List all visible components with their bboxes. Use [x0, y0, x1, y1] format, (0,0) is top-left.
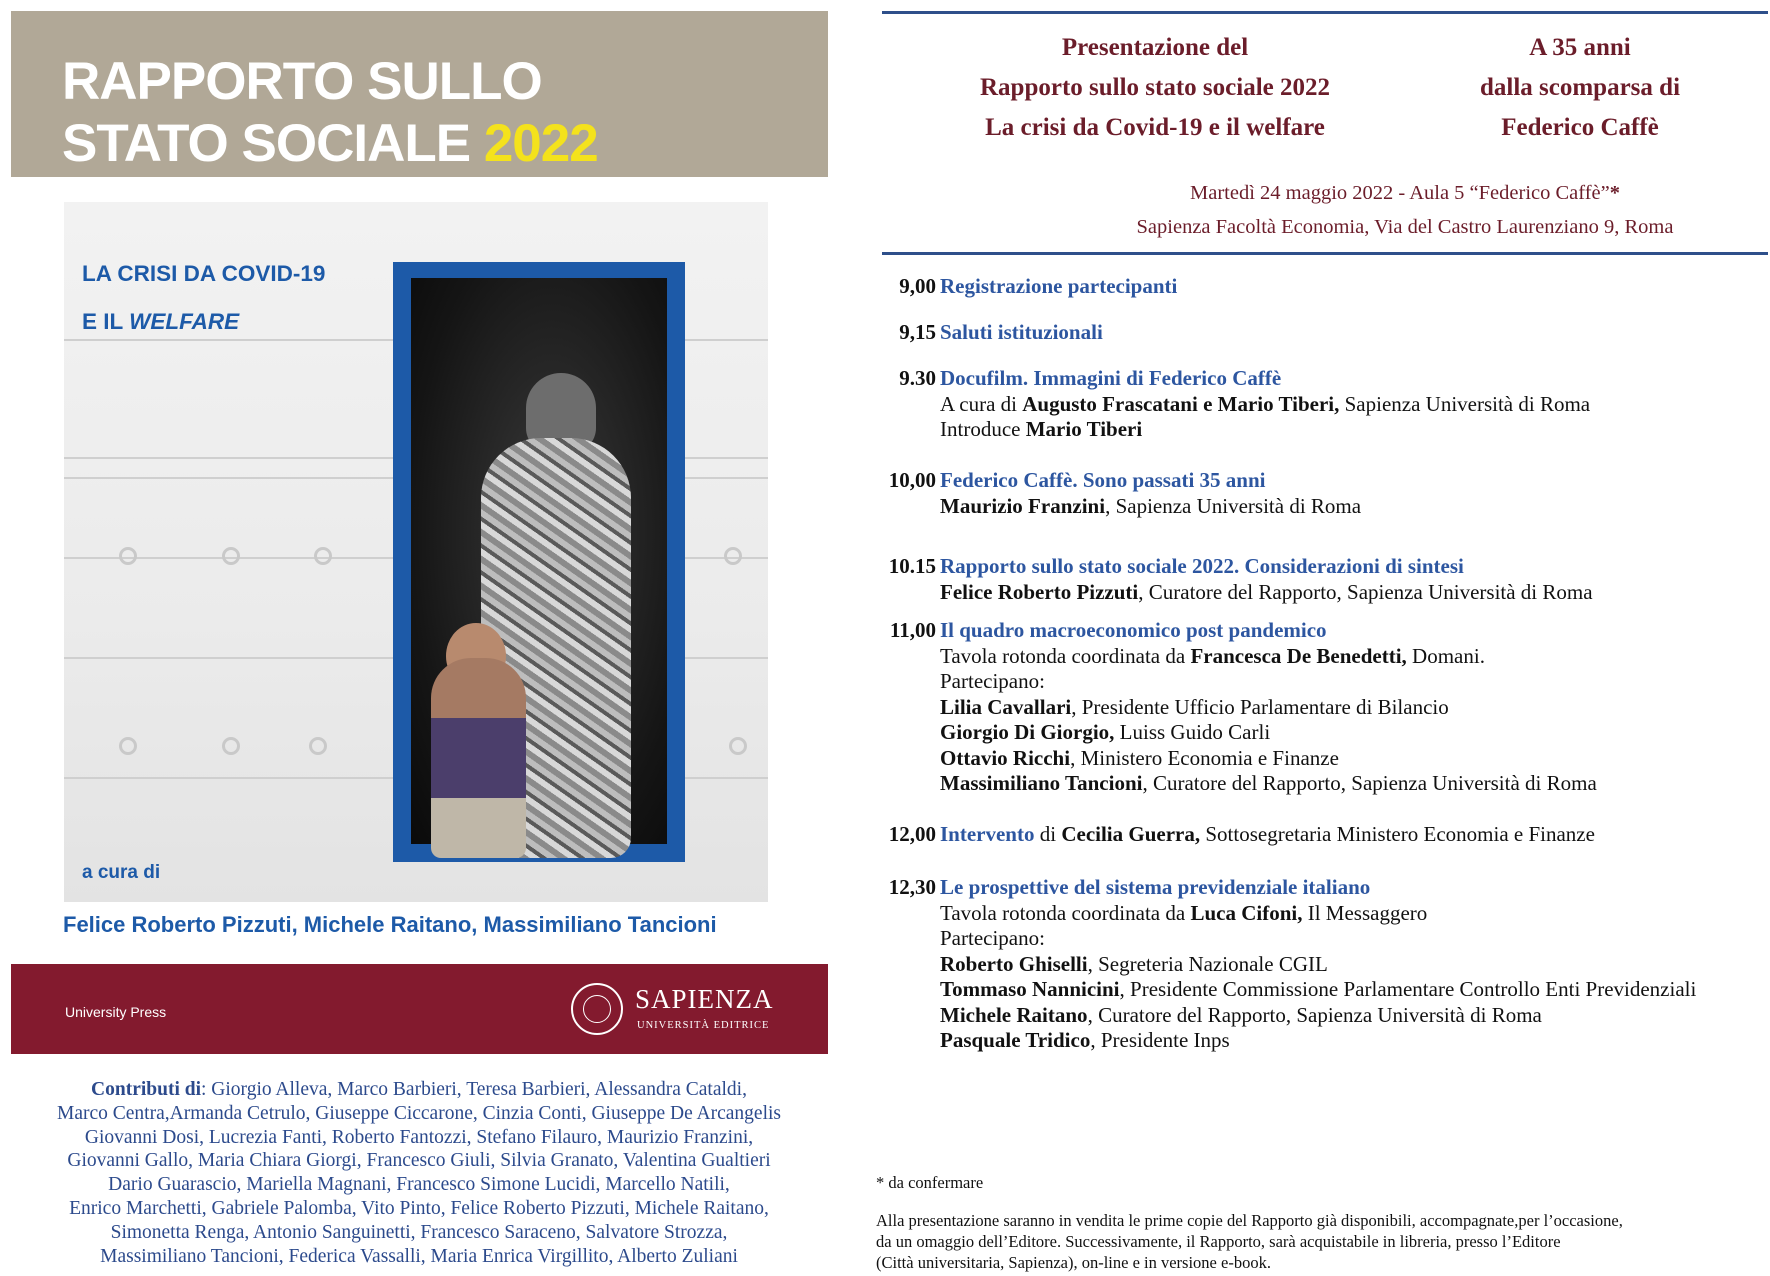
event-venue: Sapienza Facoltà Economia, Via del Castro Laurenziano 9, Roma: [1136, 216, 1674, 238]
program-title: Rapporto sullo stato sociale 2022. Considerazioni di sintesi: [940, 554, 1464, 578]
program-body: [940, 554, 1760, 605]
program-detail-line: [940, 1028, 1760, 1054]
program-detail-pre: Tavola rotonda coordinata da: [940, 900, 1191, 925]
program-detail-line: [940, 417, 1760, 443]
cover-subtitle-line2-prefix: E IL: [82, 309, 130, 334]
program-title: Le prospettive del sistema previdenziale italiano: [940, 875, 1371, 899]
program-time: 10,00: [888, 468, 936, 492]
anniversary-title: [1430, 28, 1730, 148]
program-time: 9,15: [899, 320, 936, 344]
program-detail-post: , Curatore del Rapporto, Sapienza Università di Roma: [1142, 771, 1597, 795]
contributors-line: Simonetta Renga, Antonio Sanguinetti, Francesco Saraceno, Salvatore Strozza,: [110, 1221, 728, 1243]
program-detail-pre: A cura di: [940, 391, 1023, 416]
program-detail-bold: Tommaso Nannicini: [940, 977, 1120, 1001]
program-detail-line: [940, 926, 1760, 952]
program-detail-post: Il Messaggero: [1302, 900, 1428, 925]
program-detail-post: , Ministero Economia e Finanze: [1070, 745, 1339, 770]
program-time: 12,00: [888, 822, 936, 846]
program-detail-bold: Lilia Cavallari: [940, 694, 1072, 719]
program-detail-line: [940, 392, 1760, 418]
program-heading-line: [940, 875, 1760, 901]
program-body: [940, 618, 1760, 797]
sales-note-line: da un omaggio dell’Editore. Successivamente, il Rapporto, sarà acquistabile in libreria, presso l’Editore: [876, 1232, 1561, 1251]
program-detail-post: , Segreteria Nazionale CGIL: [1087, 951, 1328, 976]
sales-note: [876, 1210, 1766, 1273]
publisher-band: [11, 964, 828, 1054]
contributors: [6, 1078, 832, 1268]
publisher-sub: UNIVERSITÀ EDITRICE: [637, 1020, 770, 1031]
contributors-line: Marco Centra,Armanda Cetrulo, Giuseppe Ciccarone, Cinzia Conti, Giuseppe De Arcangelis: [57, 1102, 781, 1124]
contributors-line: Dario Guarascio, Mariella Magnani, Francesco Simone Lucidi, Marcello Natili,: [108, 1174, 730, 1196]
program-detail-post: , Sapienza Università di Roma: [1105, 493, 1362, 518]
event-info: [1065, 176, 1745, 244]
contributors-line: : Giorgio Alleva, Marco Barbieri, Teresa Barbieri, Alessandra Cataldi,: [201, 1079, 747, 1100]
program-detail-pre: Partecipano:: [940, 926, 1045, 950]
program-detail-bold: Mario Tiberi: [1025, 417, 1143, 441]
program-detail-bold: Roberto Ghiselli: [940, 951, 1088, 976]
publisher-name: SAPIENZA: [635, 984, 774, 1014]
program-title: Registrazione partecipanti: [940, 274, 1178, 298]
program-inline-post: Sottosegretaria Ministero Economia e Finanze: [1200, 822, 1595, 846]
program-detail-pre: Partecipano:: [940, 669, 1045, 693]
publisher-label: University Press: [65, 1004, 167, 1020]
program-time: 12,30: [888, 875, 936, 899]
program-title: Il quadro macroeconomico post pandemico: [940, 618, 1327, 642]
program-detail-bold: Luca Cifoni,: [1190, 900, 1303, 925]
program-detail-line: [940, 580, 1760, 606]
contributors-line: Massimiliano Tancioni, Federica Vassalli, Maria Enrica Virgillito, Alberto Zuliani: [100, 1245, 738, 1267]
program-detail-line: [940, 1003, 1760, 1029]
sales-note-line: (Città universitaria, Sapienza), on-line e in versione e-book.: [876, 1253, 1271, 1272]
cover-title: [62, 51, 598, 175]
program-detail-bold: Augusto Frascatani e Mario Tiberi,: [1022, 391, 1340, 416]
event-date-star: *: [1609, 182, 1620, 204]
program-title: Saluti istituzionali: [940, 320, 1103, 344]
program-detail-line: [940, 695, 1760, 721]
program-detail-line: [940, 771, 1760, 797]
program-body: [940, 320, 1760, 346]
contributors-line: Enrico Marchetti, Gabriele Palomba, Vito Pinto, Felice Roberto Pizzuti, Michele Raitano,: [69, 1197, 769, 1219]
event-date: Martedì 24 maggio 2022 - Aula 5 “Federico Caffè”: [1190, 182, 1610, 204]
program-body: [940, 468, 1760, 519]
program-detail-bold: Pasquale Tridico: [940, 1028, 1091, 1052]
program-heading-line: [940, 320, 1760, 346]
program-detail-bold: Michele Raitano: [940, 1002, 1088, 1027]
program-heading-line: [940, 468, 1760, 494]
program-detail-bold: Felice Roberto Pizzuti: [940, 579, 1139, 604]
anniversary-line: dalla scomparsa di: [1479, 74, 1681, 101]
program-detail-line: [940, 952, 1760, 978]
program-title: Federico Caffè. Sono passati 35 anni: [940, 468, 1266, 492]
top-rule: [882, 11, 1768, 14]
program-body: [940, 875, 1760, 1054]
program-detail-bold: Francesca De Benedetti,: [1190, 643, 1407, 668]
program-detail-post: , Presidente Ufficio Parlamentare di Bilancio: [1071, 694, 1449, 719]
program-detail-pre: Introduce: [940, 417, 1026, 441]
anniversary-line: Federico Caffè: [1501, 114, 1659, 141]
program-detail-line: [940, 977, 1760, 1003]
program-heading-line: [940, 554, 1760, 580]
cover-title-line1: RAPPORTO SULLO: [62, 52, 542, 111]
cover-editors: Felice Roberto Pizzuti, Michele Raitano, Massimiliano Tancioni: [63, 912, 717, 937]
program-heading-line: [940, 822, 1760, 848]
program-detail-post: Domani.: [1406, 643, 1485, 668]
header-rule: [882, 252, 1768, 255]
door-frame: [393, 262, 685, 862]
cover-editors-label: a cura di: [82, 862, 161, 883]
program-inline-bold: Cecilia Guerra,: [1061, 822, 1201, 846]
program-time: 10.15: [888, 554, 936, 578]
program-inline-pre: di: [1034, 822, 1062, 846]
contributors-line: Giovanni Dosi, Lucrezia Fanti, Roberto Fantozzi, Stefano Filauro, Maurizio Franzini,: [84, 1126, 754, 1148]
program-detail-line: [940, 901, 1760, 927]
contributors-label: Contributi di: [91, 1079, 202, 1100]
program-detail-post: , Curatore del Rapporto, Sapienza Università di Roma: [1087, 1002, 1542, 1027]
event-title-line: Presentazione del: [1061, 34, 1249, 61]
program-heading-line: [940, 274, 1760, 300]
program-body: [940, 274, 1760, 300]
program-time: 11,00: [889, 618, 936, 642]
program-heading-line: [940, 366, 1760, 392]
program-detail-line: [940, 669, 1760, 695]
program-detail-bold: Ottavio Ricchi: [940, 745, 1071, 770]
cover-subtitle-welfare: WELFARE: [129, 309, 240, 334]
program-detail-post: Sapienza Università di Roma: [1339, 391, 1591, 416]
cover-title-line2: STATO SOCIALE: [62, 114, 471, 173]
event-title-line: Rapporto sullo stato sociale 2022: [980, 74, 1330, 101]
program-time: 9.30: [899, 366, 936, 390]
program-title: Intervento: [940, 822, 1035, 846]
contributors-line: Giovanni Gallo, Maria Chiara Giorgi, Francesco Giuli, Silvia Granato, Valentina Gualtieri: [67, 1150, 771, 1172]
sapienza-seal-icon: [571, 983, 623, 1035]
cover-subtitle: [82, 250, 325, 346]
footnote: * da confermare: [876, 1173, 984, 1192]
program-detail-post: , Presidente Inps: [1090, 1028, 1230, 1052]
program-detail-post: Luiss Guido Carli: [1114, 720, 1271, 744]
program-time: 9,00: [899, 274, 936, 298]
program-title: Docufilm. Immagini di Federico Caffè: [940, 366, 1282, 390]
program-body: [940, 366, 1760, 443]
sales-note-line: Alla presentazione saranno in vendita le prime copie del Rapporto già disponibili, accompagnate,per l’occasione,: [876, 1211, 1623, 1230]
program-detail-post: , Curatore del Rapporto, Sapienza Università di Roma: [1138, 579, 1593, 604]
program-detail-line: [940, 494, 1760, 520]
event-title: [905, 28, 1405, 148]
program-detail-bold: Giorgio Di Giorgio,: [940, 720, 1115, 744]
program-detail-line: [940, 746, 1760, 772]
program-detail-pre: Tavola rotonda coordinata da: [940, 643, 1191, 668]
cover-photo: [64, 202, 768, 902]
program-heading-line: [940, 618, 1760, 644]
program-detail-line: [940, 644, 1760, 670]
program-detail-bold: Massimiliano Tancioni: [940, 771, 1143, 795]
anniversary-line: A 35 anni: [1529, 34, 1631, 61]
program-detail-line: [940, 720, 1760, 746]
event-title-line: La crisi da Covid-19 e il welfare: [985, 114, 1325, 141]
program-body: [940, 822, 1760, 848]
cover-title-year: 2022: [483, 114, 598, 173]
program-detail-post: , Presidente Commissione Parlamentare Controllo Enti Previdenziali: [1119, 977, 1697, 1001]
cover-subtitle-line1: LA CRISI DA COVID-19: [82, 261, 326, 286]
program-detail-bold: Maurizio Franzini: [940, 493, 1106, 518]
